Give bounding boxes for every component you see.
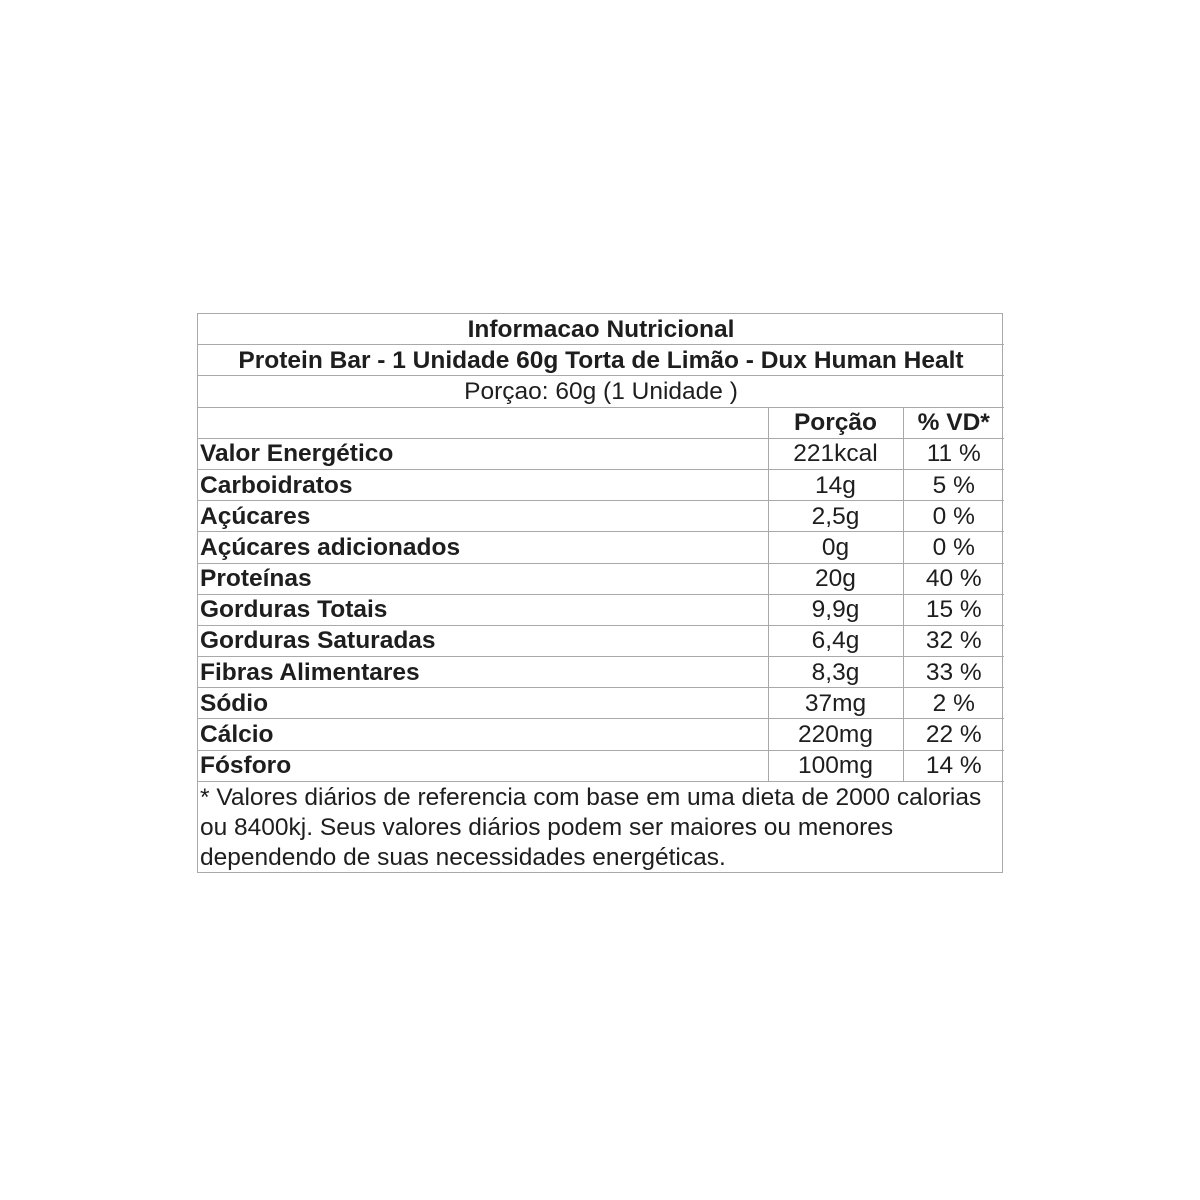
serving-row xyxy=(198,376,1004,407)
serving-size: Porçao: 60g (1 Unidade ) xyxy=(198,376,1004,407)
nutrient-dv: 5 % xyxy=(903,469,1004,500)
nutrient-dv: 33 % xyxy=(903,657,1004,688)
nutrient-row xyxy=(198,657,1004,688)
nutrient-dv: 11 % xyxy=(903,438,1004,469)
nutrient-row xyxy=(198,532,1004,563)
nutrient-row xyxy=(198,688,1004,719)
nutrient-dv: 15 % xyxy=(903,594,1004,625)
label-title: Informacao Nutricional xyxy=(198,314,1004,345)
nutrient-amount: 221kcal xyxy=(768,438,903,469)
nutrient-name: Açúcares adicionados xyxy=(198,532,768,563)
nutrient-name: Fibras Alimentares xyxy=(198,657,768,688)
nutrient-dv: 32 % xyxy=(903,625,1004,656)
title-row xyxy=(198,314,1004,345)
nutrient-dv: 22 % xyxy=(903,719,1004,750)
header-blank xyxy=(198,407,768,438)
nutrient-amount: 9,9g xyxy=(768,594,903,625)
nutrient-name: Valor Energético xyxy=(198,438,768,469)
nutrient-amount: 100mg xyxy=(768,750,903,781)
nutrition-label xyxy=(197,313,1003,873)
nutrient-amount: 6,4g xyxy=(768,625,903,656)
header-portion: Porção xyxy=(768,407,903,438)
nutrition-table xyxy=(198,314,1004,875)
nutrient-name: Açúcares xyxy=(198,501,768,532)
nutrient-amount: 220mg xyxy=(768,719,903,750)
nutrient-amount: 0g xyxy=(768,532,903,563)
footnote-row xyxy=(198,781,1004,875)
nutrient-row xyxy=(198,563,1004,594)
nutrient-amount: 37mg xyxy=(768,688,903,719)
nutrient-name: Sódio xyxy=(198,688,768,719)
nutrient-name: Gorduras Saturadas xyxy=(198,625,768,656)
product-name: Protein Bar - 1 Unidade 60g Torta de Limão - Dux Human Healt xyxy=(198,345,1004,376)
nutrient-amount: 2,5g xyxy=(768,501,903,532)
nutrient-row xyxy=(198,469,1004,500)
nutrient-row xyxy=(198,501,1004,532)
nutrient-dv: 2 % xyxy=(903,688,1004,719)
nutrient-name: Fósforo xyxy=(198,750,768,781)
header-row xyxy=(198,407,1004,438)
nutrient-row xyxy=(198,750,1004,781)
product-row xyxy=(198,345,1004,376)
header-dv: % VD* xyxy=(903,407,1004,438)
nutrient-dv: 0 % xyxy=(903,532,1004,563)
nutrient-row xyxy=(198,438,1004,469)
nutrient-row xyxy=(198,594,1004,625)
nutrient-amount: 14g xyxy=(768,469,903,500)
nutrient-name: Cálcio xyxy=(198,719,768,750)
nutrient-row xyxy=(198,719,1004,750)
nutrient-dv: 40 % xyxy=(903,563,1004,594)
nutrient-row xyxy=(198,625,1004,656)
nutrient-dv: 0 % xyxy=(903,501,1004,532)
nutrient-amount: 8,3g xyxy=(768,657,903,688)
nutrient-dv: 14 % xyxy=(903,750,1004,781)
footnote: * Valores diários de referencia com base em uma dieta de 2000 calorias ou 8400kj. Seus valores diários podem ser maiores ou menores dependendo de suas necessidades energéticas. xyxy=(198,781,1004,875)
nutrient-amount: 20g xyxy=(768,563,903,594)
nutrient-name: Proteínas xyxy=(198,563,768,594)
nutrient-name: Gorduras Totais xyxy=(198,594,768,625)
nutrient-name: Carboidratos xyxy=(198,469,768,500)
